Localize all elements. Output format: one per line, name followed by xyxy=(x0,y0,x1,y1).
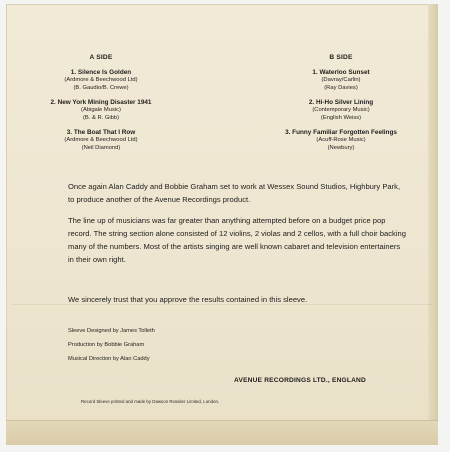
b-side-heading: B SIDE xyxy=(329,54,353,61)
track-writers: (Ray Davies) xyxy=(324,84,358,91)
track-item xyxy=(6,69,196,92)
record-sleeve-back xyxy=(6,4,438,445)
liner-notes-paragraph: We sincerely trust that you approve the results contained in this sleeve. xyxy=(68,295,308,304)
track-writers: (Neil Diamond) xyxy=(81,144,121,151)
printer-note: Record Sleeve printed and made by Dawson Rossiter Limited, London. xyxy=(81,399,220,404)
track-writers: (English Weiss) xyxy=(320,114,362,121)
track-item xyxy=(246,99,436,122)
track-publisher: (Ardmore & Beechwood Ltd) xyxy=(64,137,138,144)
track-item xyxy=(246,69,436,92)
a-side-heading: A SIDE xyxy=(89,54,113,61)
track-title: 1. Waterloo Sunset xyxy=(312,69,370,76)
track-publisher: (Davray/Carlin) xyxy=(321,77,361,83)
a-side-tracklist xyxy=(6,54,196,160)
liner-notes-paragraph: Once again Alan Caddy and Bobbie Graham set to work at Wessex Sound Studios, Highbury Park, to produce another of the Avenue Recordings product. xyxy=(68,182,401,204)
track-publisher: (Abigale Music) xyxy=(81,107,121,114)
record-company: AVENUE RECORDINGS LTD., ENGLAND xyxy=(234,377,366,384)
track-item xyxy=(246,129,436,152)
track-publisher: (Contemporary Music) xyxy=(312,107,370,114)
track-writers: (B. Gaudio/B. Crewe) xyxy=(73,84,129,91)
track-title: 1. Silence Is Golden xyxy=(70,69,132,76)
track-item xyxy=(6,129,196,152)
credit-line: Musical Direction by Alan Caddy xyxy=(68,355,150,362)
track-title: 2. New York Mining Disaster 1941 xyxy=(50,99,152,107)
track-title: 3. Funny Familiar Forgotten Feelings xyxy=(285,129,397,137)
track-writers: (Newbury) xyxy=(327,144,355,151)
track-title: 2. Hi-Ho Silver Lining xyxy=(308,99,374,107)
production-credits xyxy=(68,325,155,366)
b-side-tracklist xyxy=(246,54,436,160)
credit-line: Production by Bobbie Graham xyxy=(68,341,145,348)
sleeve-bottom-flap xyxy=(6,420,438,445)
track-writers: (B. & R. Gibb) xyxy=(82,114,120,121)
track-publisher: (Ardmore & Beechwood Ltd) xyxy=(64,77,138,83)
track-title: 3. The Boat That I Row xyxy=(66,129,136,137)
credit-line: Sleeve Designed by James Tolleth xyxy=(68,328,155,334)
liner-notes-paragraph: The line up of musicians was far greater than anything attempted before on a budget price pop record. The string section alone consisted of 12 violins, 2 violas and 2 cellos, with a full choir backing many of the numbers. Most of the artists singing are well known cabaret and television entertainers in their own right. xyxy=(68,216,406,264)
track-item xyxy=(6,99,196,122)
track-publisher: (Acuff-Rose Music) xyxy=(316,137,366,144)
